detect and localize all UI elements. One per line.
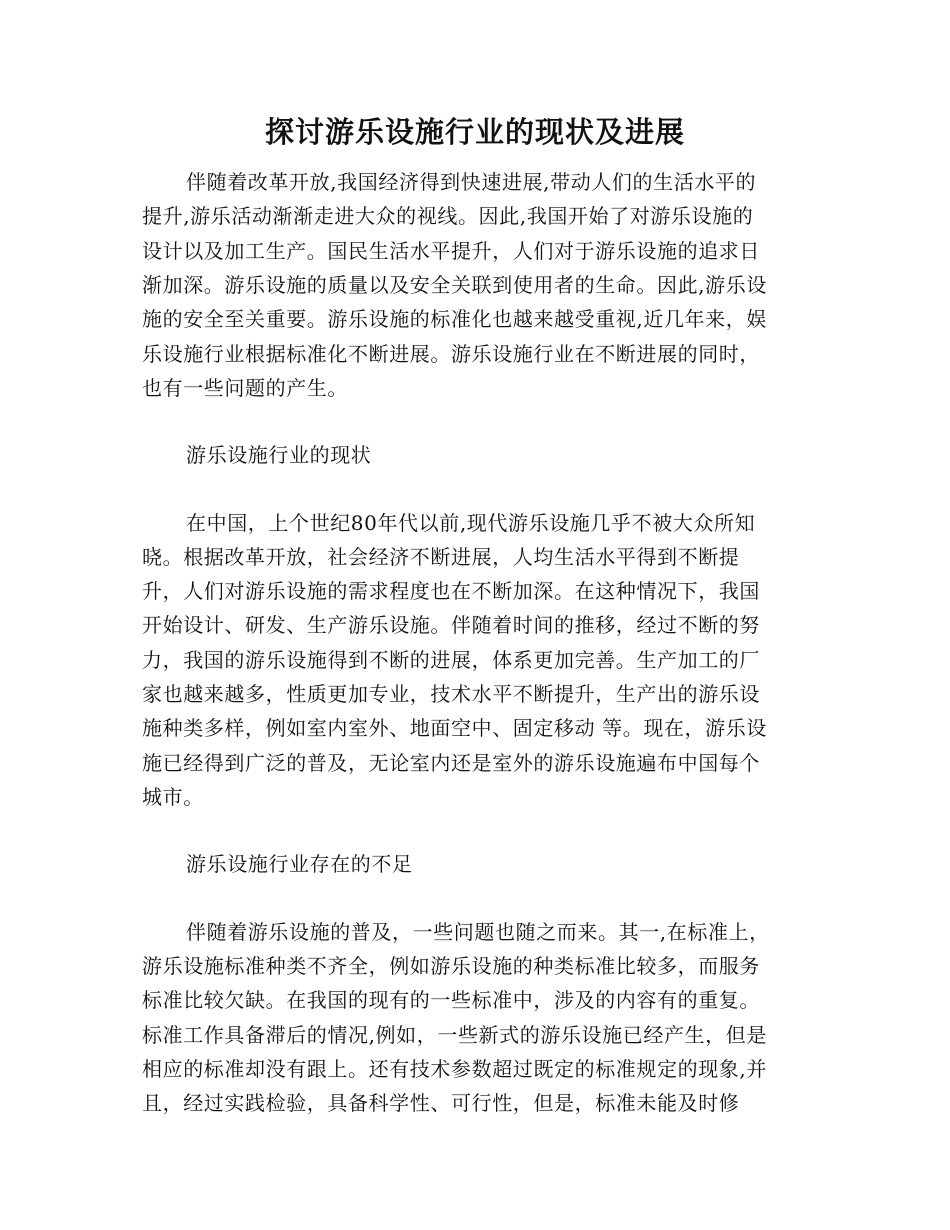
paragraph-2-line-7: 施种类多样，例如室内室外、地面空中、固定移动 等。现在，游乐设 (142, 716, 767, 740)
paragraph-3-line-6: 且，经过实践检验，具备科学性、可行性，但是，标准未能及时修 (142, 1091, 740, 1115)
paragraph-1-line-7: 也有一些问题的产生。 (142, 376, 348, 400)
paragraph-2-line-2: 晓。根据改革开放，社会经济不断进展，人均生活水平得到不断提 (142, 545, 740, 569)
document-title: 探讨游乐设施行业的现状及进展 (264, 115, 685, 149)
paragraph-1-line-5: 施的安全至关重要。游乐设施的标准化也越来越受重视,近几年来，娱 (142, 307, 767, 331)
paragraph-2-line-9: 城市。 (142, 785, 204, 809)
paragraph-1-line-1: 伴随着改革开放,我国经济得到快速进展,带动人们的生活水平的 (186, 170, 757, 194)
section-heading-shortcomings: 游乐设施行业存在的不足 (186, 852, 413, 876)
paragraph-3-line-1: 伴随着游乐设施的普及，一些问题也随之而来。其一,在标准上， (186, 920, 770, 944)
paragraph-3-line-4: 标准工作具备滞后的情况,例如，一些新式的游乐设施已经产生，但是 (142, 1023, 767, 1047)
paragraph-2-line-6: 家也越来越多，性质更加专业，技术水平不断提升，生产出的游乐设 (142, 682, 760, 706)
paragraph-2-line-8: 施已经得到广泛的普及，无论室内还是室外的游乐设施遍布中国每个 (142, 751, 760, 775)
paragraph-2-line-3: 升，人们对游乐设施的需求程度也在不断加深。在这种情况下，我国 (142, 579, 760, 603)
paragraph-1-line-6: 乐设施行业根据标准化不断进展。游乐设施行业在不断进展的同时， (142, 342, 760, 366)
paragraph-2-line-5: 力，我国的游乐设施得到不断的进展，体系更加完善。生产加工的厂 (142, 648, 760, 672)
paragraph-2-line-4: 开始设计、研发、生产游乐设施。伴随着时间的推移，经过不断的努 (142, 613, 760, 637)
paragraph-2-line-1: 在中国，上个世纪80年代以前,现代游乐设施几乎不被大众所知 (186, 511, 756, 535)
paragraph-1-line-2: 提升,游乐活动渐渐走进大众的视线。因此,我国开始了对游乐设施的 (142, 204, 754, 228)
paragraph-1-line-4: 渐加深。游乐设施的质量以及安全关联到使用者的生命。因此,游乐设 (142, 273, 767, 297)
paragraph-1-line-3: 设计以及加工生产。国民生活水平提升，人们对于游乐设施的追求日 (142, 239, 760, 263)
section-heading-status: 游乐设施行业的现状 (186, 443, 372, 467)
paragraph-3-line-5: 相应的标准却没有跟上。还有技术参数超过既定的标准规定的现象,并 (142, 1057, 767, 1081)
paragraph-3-line-2: 游乐设施标准种类不齐全，例如游乐设施的种类标准比较多，而服务 (142, 954, 760, 978)
paragraph-3-line-3: 标准比较欠缺。在我国的现有的一些标准中，涉及的内容有的重复。 (142, 988, 760, 1012)
